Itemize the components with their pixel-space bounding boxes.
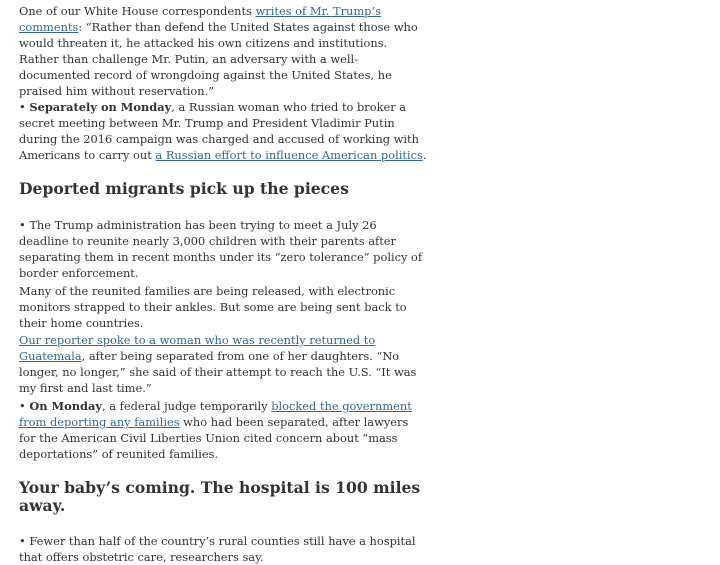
- paragraph-text: , after being separated from one of her daughters. “No longer, no longer,” she said of their attempt to reach the U.S. “It was my first and last time.”: [19, 349, 417, 395]
- paragraph-russian-woman: [19, 99, 427, 163]
- paragraph-guatemala: [19, 332, 427, 396]
- paragraph-text: .: [422, 148, 427, 162]
- section-heading-hospital: Your baby’s coming. The hospital is 100 miles away.: [19, 478, 421, 515]
- paragraph-text: , a federal judge temporarily: [101, 399, 272, 413]
- paragraph-federal-judge: [19, 398, 427, 462]
- paragraph-text: : “Rather than defend the United States against those who would threaten it, he attacked his own citizens and institutions. Rather than challenge Mr. Putin, an adversary with a well-documented record of wrongdoing against the United States, he praised him without reservation.”: [19, 20, 418, 98]
- paragraph-reunite-deadline: • The Trump administration has been trying to meet a July 26 deadline to reunite nearly 3,000 children with their parents after separating them in recent months under its “zero tolerance” policy of border enforcement.: [19, 218, 423, 280]
- link-blocked-deporting[interactable]: blocked the government from deporting any families: [19, 399, 412, 429]
- bold-lead: On Monday: [29, 399, 102, 413]
- paragraph-text: who had been separated, after lawyers for the American Civil Liberties Union cited concern about “mass deportations” of reunited families.: [19, 415, 409, 461]
- paragraph-text: , a Russian woman who tried to broker a secret meeting between Mr. Trump and President Vladimir Putin during the 2016 campaign was charged and accused of working with Americans to carry out: [19, 100, 419, 162]
- link-trump-comments[interactable]: writes of Mr. Trump’s comments: [19, 4, 381, 34]
- link-russian-effort[interactable]: a Russian effort to influence American politics: [155, 148, 423, 162]
- paragraph-reunited-families: Many of the reunited families are being released, with electronic monitors strapped to their ankles. But some are being sent back to their home countries.: [19, 284, 407, 330]
- bullet: •: [19, 399, 30, 413]
- section-heading-deported-migrants: Deported migrants pick up the pieces: [19, 179, 349, 198]
- paragraph-rural-hospitals: • Fewer than half of the country’s rural counties still have a hospital that offers obstetric care, researchers say.: [19, 534, 416, 564]
- bold-lead: Separately on Monday: [29, 100, 172, 114]
- paragraph-text: One of our White House correspondents: [19, 4, 256, 18]
- bullet: •: [19, 100, 30, 114]
- link-guatemala-story[interactable]: Our reporter spoke to a woman who was recently returned to Guatemala: [19, 333, 376, 363]
- paragraph-white-house-comments: [19, 3, 427, 99]
